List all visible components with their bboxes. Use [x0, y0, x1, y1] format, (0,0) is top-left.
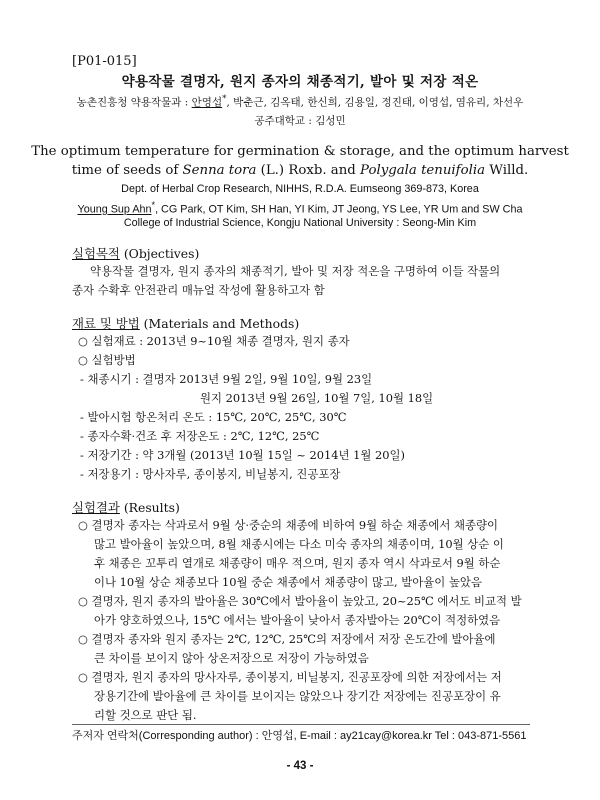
methods-line: - 저장기간 : 약 3개월 (2013년 10월 15일 ~ 2014년 1월 20일): [80, 448, 405, 462]
corresponding-contact: 주저자 연락처(Corresponding author) : 안영섭, E-mail : ay21cay@korea.kr Tel : 043-871-5561: [72, 730, 527, 742]
results-heading: [72, 498, 180, 516]
results-line: 장용기간에 발아율에 큰 차이를 보이지는 않았으나 장기간 저장에는 진공포장이 유: [94, 689, 501, 703]
results-line: 후 채종은 꼬투리 열개로 채종량이 매우 적으며, 원지 종자 역시 삭과로서 9월 하순: [94, 556, 501, 570]
methods-line: - 저장용기 : 망사자루, 종이봉지, 비닐봉지, 진공포장: [80, 467, 341, 481]
methods-heading: [72, 314, 299, 332]
objectives-heading: [72, 244, 199, 262]
methods-line: 원지 2013년 9월 26일, 10월 7일, 10월 18일: [200, 391, 434, 405]
methods-line: - 발아시험 항온처리 온도 : 15℃, 20℃, 25℃, 30℃: [80, 410, 347, 424]
methods-line: - 종자수확·건조 후 저장온도 : 2℃, 12℃, 25℃: [80, 429, 320, 443]
results-line: ○ 결명자, 원지 종자의 발아율은 30℃에서 발아율이 높았고, 20~25℃ 에서도 비교적 발: [78, 594, 522, 608]
title-en-part-c: Willd.: [485, 163, 529, 178]
corresponding-mark-en: *: [151, 200, 156, 210]
corresponding-mark: *: [222, 94, 227, 104]
footer-divider: [72, 724, 530, 725]
objectives-heading-ko: 실험목적: [72, 246, 120, 261]
results-line: ○ 결명자 종자와 원지 종자는 2℃, 12℃, 25℃의 저장에서 저장 온도간에 발아율에: [78, 632, 496, 646]
page-number: - 43 -: [286, 760, 314, 772]
corresponding-author-ko: 안영섭: [191, 96, 223, 109]
methods-heading-en: (Materials and Methods): [139, 316, 300, 331]
affiliation-org: 농촌진흥청 약용작물과 :: [76, 96, 192, 109]
objectives-line-2: 종자 수확후 안전관리 매뉴얼 작성에 활용하고자 함: [72, 283, 325, 297]
results-line: 이나 10월 상순 채종보다 10월 중순 채종에서 채종량이 많고, 발아율이 높았음: [94, 575, 482, 589]
affiliation-korean-1: [0, 94, 600, 110]
results-line: 아가 양호하였으나, 15℃ 에서는 발아율이 낮아서 종자발아는 20℃이 적정하였음: [94, 613, 501, 627]
title-english-2: [0, 163, 600, 178]
coauthors-en: , CG Park, OT Kim, SH Han, YI Kim, JT Jeong, YS Lee, YR Um and SW Cha: [155, 203, 523, 216]
results-line: ○ 결명자, 원지 종자의 망사자루, 종이봉지, 비닐봉지, 진공포장에 의한 저장에서는 저: [78, 670, 502, 684]
results-heading-en: (Results): [119, 500, 180, 515]
objectives-heading-en: (Objectives): [119, 246, 200, 261]
methods-heading-ko: 재료 및 방법: [72, 316, 140, 331]
title-en-part-b: (L.) Roxb. and: [256, 163, 361, 178]
affiliation-english-3: College of Industrial Science, Kongju National University : Seong-Min Kim: [123, 217, 477, 229]
corresponding-author-en: Young Sup Ahn: [77, 203, 152, 216]
title-en-part-a: time of seeds of: [71, 163, 183, 178]
coauthors-ko: , 박춘근, 김옥태, 한신희, 김용일, 정진태, 이영섭, 염유리, 차선우: [226, 96, 524, 109]
species-senna: Senna tora: [182, 163, 257, 178]
results-line: 리할 것으로 판단 됨.: [94, 708, 197, 722]
affiliation-korean-2: 공주대학교 : 김성민: [254, 115, 346, 127]
affiliation-english-1: Dept. of Herbal Crop Research, NIHHS, R.D.A. Eumseong 369-873, Korea: [121, 183, 479, 195]
results-line: ○ 결명자 종자는 삭과로서 9월 상·중순의 채종에 비하여 9월 하순 채종에서 채종량이: [78, 518, 498, 532]
results-line: 큰 차이를 보이지 않아 상온저장으로 저장이 가능하였음: [94, 651, 369, 665]
methods-line: ○ 실험재료 : 2013년 9~10월 채종 결명자, 원지 종자: [78, 334, 350, 348]
results-line: 많고 발아율이 높았으며, 8월 채종시에는 다소 미숙 종자의 채종이며, 10월 상순 이: [94, 537, 504, 551]
title-korean: 약용작물 결명자, 원지 종자의 채종적기, 발아 및 저장 적온: [121, 74, 479, 90]
methods-line: - 채종시기 : 결명자 2013년 9월 2일, 9월 10일, 9월 23일: [80, 372, 373, 386]
title-english-1: The optimum temperature for germination & storage, and the optimum harvest: [31, 144, 569, 159]
objectives-line-1: 약용작물 결명자, 원지 종자의 채종적기, 발아 및 저장 적온을 구명하여 이들 작물의: [90, 264, 501, 278]
results-heading-ko: 실험결과: [72, 500, 120, 515]
poster-code: [P01-015]: [72, 54, 137, 69]
affiliation-english-2: [0, 200, 600, 216]
methods-line: ○ 실험방법: [78, 353, 136, 367]
species-polygala: Polygala tenuifolia: [360, 163, 486, 178]
